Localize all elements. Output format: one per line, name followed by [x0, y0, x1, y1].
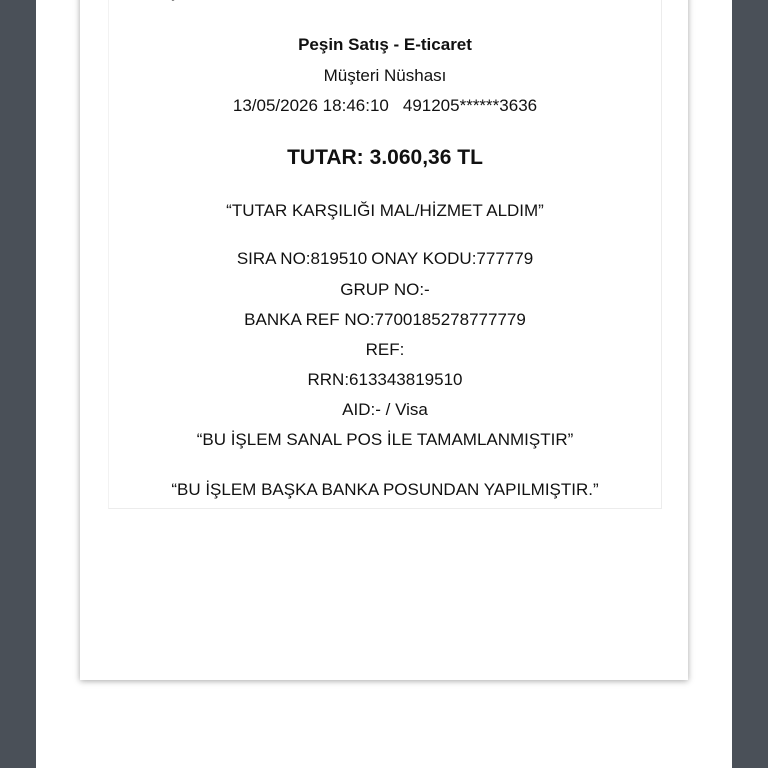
amount-line: [109, 146, 661, 170]
rrn: RRN:613343819510: [307, 370, 463, 389]
document-page: [80, 0, 688, 680]
approval-code: ONAY KODU:777779: [371, 249, 534, 268]
consent-statement: “TUTAR KARŞILIĞI MAL/HİZMET ALDIM”: [226, 201, 544, 220]
receipt: [108, 0, 662, 509]
sequence-number: SIRA NO:819510: [236, 249, 368, 268]
transaction-title: Peşin Satış - E-ticaret: [298, 35, 472, 54]
virtual-pos-note: “BU İŞLEM SANAL POS İLE TAMAMLANMIŞTIR”: [196, 430, 574, 449]
amount-label: TUTAR:: [287, 146, 364, 169]
masked-card-number: 491205******3636: [402, 96, 538, 115]
bank-reference-number: BANKA REF NO:7700185278777779: [244, 310, 526, 329]
date-card-line: [109, 96, 661, 116]
group-number: GRUP NO:-: [340, 280, 430, 299]
other-bank-note: “BU İŞLEM BAŞKA BANKA POSUNDAN YAPILMIŞTIR.”: [171, 480, 599, 499]
amount-value: 3.060,36 TL: [369, 146, 483, 169]
merchant-terminal-line: [109, 0, 661, 2]
reference: REF:: [365, 340, 405, 359]
sequence-approval-line: [109, 249, 661, 269]
transaction-date-time: 13/05/2026 18:46:10: [232, 96, 389, 115]
copy-label: Müşteri Nüshası: [323, 66, 447, 85]
aid: AID:- / Visa: [342, 400, 428, 419]
